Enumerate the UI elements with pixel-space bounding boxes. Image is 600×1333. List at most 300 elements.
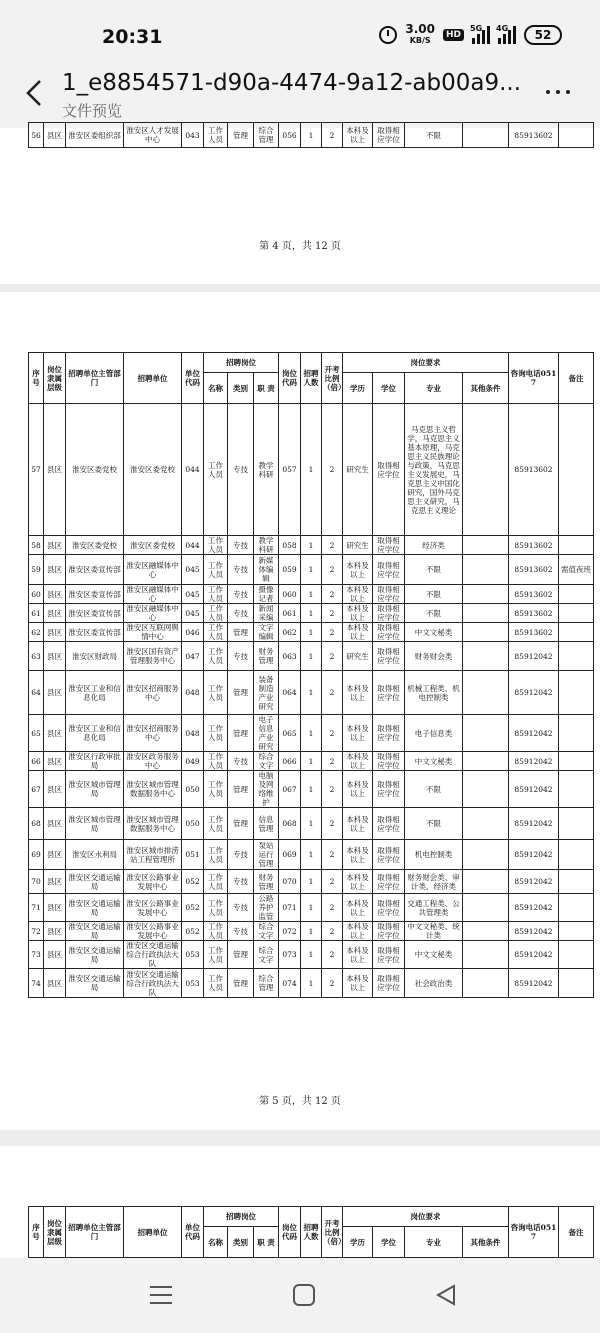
cell-note bbox=[559, 715, 594, 752]
cell-pcode: 073 bbox=[279, 941, 301, 969]
cell-unit: 淮安区委党校 bbox=[124, 536, 182, 555]
cell-ucode: 050 bbox=[182, 808, 204, 840]
cell-phone: 85912042 bbox=[509, 922, 559, 941]
cell-major: 不限 bbox=[405, 771, 463, 808]
cell-ucode: 045 bbox=[182, 604, 204, 623]
cell-duty: 综合管理 bbox=[254, 969, 279, 998]
cell-ratio: 2 bbox=[322, 536, 343, 555]
table-row bbox=[29, 604, 594, 623]
cell-duty: 装备制造产业研究 bbox=[254, 671, 279, 715]
cell-degree: 取得相应学位 bbox=[373, 715, 405, 752]
cell-dept: 淮安区委宣传部 bbox=[66, 585, 124, 604]
cell-ratio: 2 bbox=[322, 671, 343, 715]
cell-edu: 本科及以上 bbox=[343, 752, 373, 771]
cell-no: 71 bbox=[29, 894, 44, 922]
cell-name: 工作人员 bbox=[204, 642, 228, 671]
cell-type: 管理 bbox=[228, 969, 254, 998]
cell-major: 经济类 bbox=[405, 536, 463, 555]
table-row bbox=[29, 536, 594, 555]
cell-dept: 淮安区工业和信息化局 bbox=[66, 715, 124, 752]
cell-degree: 取得相应学位 bbox=[373, 808, 405, 840]
table-row bbox=[29, 752, 594, 771]
cell-unit: 淮安区交通运输综合行政执法大队 bbox=[124, 941, 182, 969]
cell-phone: 85912042 bbox=[509, 969, 559, 998]
cell-dept: 淮安区委党校 bbox=[66, 404, 124, 536]
col-header-phone: 咨询电话0517 bbox=[509, 353, 559, 404]
cell-major: 交通工程类、公共管理类 bbox=[405, 894, 463, 922]
table-row bbox=[29, 808, 594, 840]
cell-major: 中文文秘类、统计类 bbox=[405, 922, 463, 941]
cell-other bbox=[463, 671, 509, 715]
cell-level: 县区 bbox=[44, 969, 66, 998]
table-row bbox=[29, 585, 594, 604]
cell-duty: 财务管理 bbox=[254, 870, 279, 894]
cell-major: 社会政治类 bbox=[405, 969, 463, 998]
cell-num: 1 bbox=[301, 536, 322, 555]
cell-degree: 取得相应学位 bbox=[373, 922, 405, 941]
cell-dept: 淮安区水利局 bbox=[66, 840, 124, 870]
cell-degree: 取得相应学位 bbox=[373, 894, 405, 922]
cell-num: 1 bbox=[301, 808, 322, 840]
cell-ucode: 044 bbox=[182, 404, 204, 536]
cell-duty: 教学科研 bbox=[254, 404, 279, 536]
cell-name: 工作人员 bbox=[204, 771, 228, 808]
cell-phone: 85913602 bbox=[509, 585, 559, 604]
cell-name: 工作人员 bbox=[204, 870, 228, 894]
cell-other bbox=[463, 771, 509, 808]
clock: 20:31 bbox=[102, 26, 163, 48]
cell-phone: 85912042 bbox=[509, 941, 559, 969]
cell-name: 工作人员 bbox=[204, 604, 228, 623]
cell-other bbox=[463, 604, 509, 623]
cell-dept: 淮安区委宣传部 bbox=[66, 623, 124, 642]
cell-other bbox=[463, 808, 509, 840]
cell-ucode: 052 bbox=[182, 870, 204, 894]
cell-edu: 本科及以上 bbox=[343, 555, 373, 585]
cell-pcode: 058 bbox=[279, 536, 301, 555]
col-header-other: 其他条件 bbox=[463, 373, 509, 404]
page-footer: 第 5 页，共 12 页 bbox=[259, 1096, 341, 1107]
cell-ratio: 2 bbox=[322, 922, 343, 941]
page-footer: 第 4 页，共 12 页 bbox=[259, 241, 341, 252]
cell-level: 县区 bbox=[44, 752, 66, 771]
cell-duty: 财务管理 bbox=[254, 642, 279, 671]
cell-pcode: 057 bbox=[279, 404, 301, 536]
cell-name: 工作人员 bbox=[204, 941, 228, 969]
cell-phone: 85913602 bbox=[509, 604, 559, 623]
document-page-6 bbox=[0, 1146, 600, 1258]
cell-no: 58 bbox=[29, 536, 44, 555]
cell-note bbox=[559, 840, 594, 870]
hd-icon: HD bbox=[443, 29, 464, 41]
cell-no: 74 bbox=[29, 969, 44, 998]
col-header-dept: 招聘单位主管部门 bbox=[66, 353, 124, 404]
cell-dept: 淮安区交通运输局 bbox=[66, 870, 124, 894]
cell-no: 59 bbox=[29, 555, 44, 585]
document-page-4 bbox=[0, 128, 600, 284]
cell-level: 县区 bbox=[44, 404, 66, 536]
cell-num: 1 bbox=[301, 941, 322, 969]
cell-major: 财务财会类 bbox=[405, 642, 463, 671]
cell-pcode: 072 bbox=[279, 922, 301, 941]
cell-name: 工作人员 bbox=[204, 623, 228, 642]
cell-degree: 取得相应学位 bbox=[373, 771, 405, 808]
cell-dept: 淮安区行政审批局 bbox=[66, 752, 124, 771]
title-bar bbox=[0, 66, 600, 128]
cell-edu: 本科及以上 bbox=[343, 623, 373, 642]
cell-name: 工作人员 bbox=[204, 671, 228, 715]
cell-unit: 淮安区招商服务中心 bbox=[124, 671, 182, 715]
table-row bbox=[29, 671, 594, 715]
cell-note bbox=[559, 585, 594, 604]
cell-ratio: 2 bbox=[322, 941, 343, 969]
cell-other bbox=[463, 752, 509, 771]
cell-unit: 淮安区政务服务中心 bbox=[124, 752, 182, 771]
cell-duty: 电子信息产业研究 bbox=[254, 715, 279, 752]
cell-no: 61 bbox=[29, 604, 44, 623]
cell-duty: 新媒体编辑 bbox=[254, 555, 279, 585]
cell-dept: 淮安区委宣传部 bbox=[66, 555, 124, 585]
nav-back-icon[interactable] bbox=[436, 1284, 456, 1306]
cell-other bbox=[463, 894, 509, 922]
cell-ratio: 2 bbox=[322, 870, 343, 894]
cell-level: 县区 bbox=[44, 870, 66, 894]
cell-num: 1 bbox=[301, 752, 322, 771]
cell-edu: 本科及以上 bbox=[343, 969, 373, 998]
cell-note bbox=[559, 894, 594, 922]
job-table-page-6: 序号 岗位隶属层级 招聘单位主管部门 招聘单位 单位代码 招聘岗位 岗位代码 招聘人数 开考比例（倍） 岗位要求 咨询电话0517 备注 名称 类别 职 责 学历 学位 专业 其他条件 bbox=[28, 1206, 594, 1258]
cell-duty: 公路养护监管 bbox=[254, 894, 279, 922]
cell-note bbox=[559, 671, 594, 715]
cell-duty: 摄像记者 bbox=[254, 585, 279, 604]
cell-phone: 85912042 bbox=[509, 642, 559, 671]
col-header-level: 岗位隶属层级 bbox=[44, 353, 66, 404]
cell-degree: 取得相应学位 bbox=[373, 604, 405, 623]
table-row bbox=[29, 771, 594, 808]
cell-no: 60 bbox=[29, 585, 44, 604]
cell-pcode: 070 bbox=[279, 870, 301, 894]
cell-degree: 取得相应学位 bbox=[373, 840, 405, 870]
cell-phone: 85913602 bbox=[509, 555, 559, 585]
cell-unit: 淮安区公路事业发展中心 bbox=[124, 922, 182, 941]
cell-level: 县区 bbox=[44, 715, 66, 752]
table-row bbox=[29, 969, 594, 998]
cell-other bbox=[463, 870, 509, 894]
cell-note bbox=[559, 604, 594, 623]
cell-edu: 本科及以上 bbox=[343, 585, 373, 604]
cell-ucode: 045 bbox=[182, 555, 204, 585]
cell-no: 66 bbox=[29, 752, 44, 771]
cell-pcode: 074 bbox=[279, 969, 301, 998]
cell-type: 管理 bbox=[228, 941, 254, 969]
col-header-req: 岗位要求 bbox=[343, 353, 509, 373]
cell-phone: 85912042 bbox=[509, 752, 559, 771]
cell-type: 专技 bbox=[228, 642, 254, 671]
cell-phone: 85912042 bbox=[509, 715, 559, 752]
job-table-page-4 bbox=[28, 122, 594, 148]
cell-degree: 取得相应学位 bbox=[373, 969, 405, 998]
col-header-pcode: 岗位代码 bbox=[279, 353, 301, 404]
cell-unit: 淮安区委党校 bbox=[124, 404, 182, 536]
cell-name: 工作人员 bbox=[204, 840, 228, 870]
col-header-no: 序号 bbox=[29, 353, 44, 404]
cell-ucode: 052 bbox=[182, 894, 204, 922]
cell-note bbox=[559, 870, 594, 894]
cell-ratio: 2 bbox=[322, 555, 343, 585]
cell-num: 1 bbox=[301, 840, 322, 870]
cell-type: 专技 bbox=[228, 870, 254, 894]
cell-note: 需值夜班 bbox=[559, 555, 594, 585]
cell-no: 72 bbox=[29, 922, 44, 941]
cell-type: 管理 bbox=[228, 671, 254, 715]
cell-note bbox=[559, 642, 594, 671]
cell-name: 工作人员 bbox=[204, 536, 228, 555]
cell-degree: 取得相应学位 bbox=[373, 642, 405, 671]
cell-degree: 取得相应学位 bbox=[373, 623, 405, 642]
cell-level: 县区 bbox=[44, 922, 66, 941]
cell-phone: 85912042 bbox=[509, 870, 559, 894]
cell-note bbox=[559, 922, 594, 941]
cell-dept: 淮安区交通运输局 bbox=[66, 894, 124, 922]
cell-level: 县区 bbox=[44, 941, 66, 969]
cell-dept: 淮安区交通运输局 bbox=[66, 941, 124, 969]
cell-dept: 淮安区城市管理局 bbox=[66, 808, 124, 840]
cell-major: 中文文秘类 bbox=[405, 941, 463, 969]
cell-pcode: 059 bbox=[279, 555, 301, 585]
more-options-icon[interactable] bbox=[546, 90, 570, 94]
cell-other bbox=[463, 840, 509, 870]
cell-duty: 新闻采编 bbox=[254, 604, 279, 623]
cell-edu: 研究生 bbox=[343, 536, 373, 555]
cell-type: 专技 bbox=[228, 536, 254, 555]
table-row bbox=[29, 941, 594, 969]
cell-num: 1 bbox=[301, 894, 322, 922]
cell-edu: 本科及以上 bbox=[343, 941, 373, 969]
table-row bbox=[29, 715, 594, 752]
cell-ucode: 053 bbox=[182, 941, 204, 969]
cell-type: 专技 bbox=[228, 894, 254, 922]
cell-other bbox=[463, 922, 509, 941]
cell-ratio: 2 bbox=[322, 585, 343, 604]
cell-type: 专技 bbox=[228, 604, 254, 623]
cell-dept: 淮安区委党校 bbox=[66, 536, 124, 555]
cell-type: 专技 bbox=[228, 585, 254, 604]
cell-unit: 淮安区公路事业发展中心 bbox=[124, 894, 182, 922]
cell-no: 57 bbox=[29, 404, 44, 536]
cell-dept: 淮安区工业和信息化局 bbox=[66, 671, 124, 715]
cell-degree: 取得相应学位 bbox=[373, 585, 405, 604]
cell-unit: 淮安区城市管理数据服务中心 bbox=[124, 808, 182, 840]
cell-dept: 淮安区交通运输局 bbox=[66, 969, 124, 998]
cell-duty: 电脑及网络维护 bbox=[254, 771, 279, 808]
cell-name: 工作人员 bbox=[204, 894, 228, 922]
cell-num: 1 bbox=[301, 922, 322, 941]
cell-name: 工作人员 bbox=[204, 585, 228, 604]
cell-no: 63 bbox=[29, 642, 44, 671]
cell-note bbox=[559, 536, 594, 555]
cell-num: 1 bbox=[301, 555, 322, 585]
cell-ratio: 2 bbox=[322, 969, 343, 998]
cell-ucode: 051 bbox=[182, 840, 204, 870]
col-header-degree: 学位 bbox=[373, 373, 405, 404]
cell-edu: 本科及以上 bbox=[343, 922, 373, 941]
cell-unit: 淮安区城市排涝站工程管理所 bbox=[124, 840, 182, 870]
table-row bbox=[29, 404, 594, 536]
cell-unit: 淮安区融媒体中心 bbox=[124, 604, 182, 623]
cell-note bbox=[559, 969, 594, 998]
cell-name: 工作人员 bbox=[204, 922, 228, 941]
table-row bbox=[29, 555, 594, 585]
cell-unit: 淮安区招商服务中心 bbox=[124, 715, 182, 752]
col-header-note: 备注 bbox=[559, 353, 594, 404]
cell-note bbox=[559, 771, 594, 808]
back-arrow-icon[interactable] bbox=[24, 79, 44, 107]
cell-no: 73 bbox=[29, 941, 44, 969]
table-row bbox=[29, 922, 594, 941]
cell-major: 不限 bbox=[405, 555, 463, 585]
signal-5g-icon: 5G bbox=[472, 26, 490, 44]
cell-duty: 综合文字 bbox=[254, 922, 279, 941]
cell-unit: 淮安区国有资产管理服务中心 bbox=[124, 642, 182, 671]
cell-type: 管理 bbox=[228, 771, 254, 808]
cell-no: 70 bbox=[29, 870, 44, 894]
table-row bbox=[29, 642, 594, 671]
cell-num: 1 bbox=[301, 642, 322, 671]
cell-type: 专技 bbox=[228, 840, 254, 870]
cell-num: 1 bbox=[301, 771, 322, 808]
cell-note bbox=[559, 623, 594, 642]
cell-major: 不限 bbox=[405, 808, 463, 840]
cell-num: 1 bbox=[301, 671, 322, 715]
cell-name: 工作人员 bbox=[204, 715, 228, 752]
cell-pcode: 066 bbox=[279, 752, 301, 771]
col-header-duty: 职 责 bbox=[254, 373, 279, 404]
col-header-type: 类别 bbox=[228, 373, 254, 404]
table-row: 56 县区 淮安区委组织部 淮安区人才发展中心 043 工作人员 管理 综合管理 056 1 2 本科及以上 取得相应学位 不限 85913602 bbox=[29, 123, 594, 148]
cell-note bbox=[559, 808, 594, 840]
col-header-ucode: 单位代码 bbox=[182, 353, 204, 404]
navigation-bar bbox=[0, 1258, 600, 1333]
signal-4g-icon: 4G bbox=[498, 26, 516, 44]
cell-duty: 教学科研 bbox=[254, 536, 279, 555]
document-page-5 bbox=[0, 292, 600, 1130]
cell-ucode: 046 bbox=[182, 623, 204, 642]
cell-other bbox=[463, 536, 509, 555]
cell-type: 专技 bbox=[228, 555, 254, 585]
cell-ucode: 049 bbox=[182, 752, 204, 771]
cell-level: 县区 bbox=[44, 894, 66, 922]
cell-num: 1 bbox=[301, 715, 322, 752]
table-row bbox=[29, 840, 594, 870]
cell-edu: 本科及以上 bbox=[343, 870, 373, 894]
cell-phone: 85912042 bbox=[509, 894, 559, 922]
home-icon[interactable] bbox=[293, 1284, 315, 1306]
cell-ucode: 050 bbox=[182, 771, 204, 808]
cell-other bbox=[463, 585, 509, 604]
table-row bbox=[29, 623, 594, 642]
file-preview-label: 文件预览 bbox=[62, 102, 123, 120]
cell-edu: 本科及以上 bbox=[343, 715, 373, 752]
cell-ucode: 044 bbox=[182, 536, 204, 555]
cell-name: 工作人员 bbox=[204, 555, 228, 585]
cell-ratio: 2 bbox=[322, 623, 343, 642]
recent-apps-icon[interactable] bbox=[150, 1286, 172, 1304]
cell-major: 不限 bbox=[405, 585, 463, 604]
cell-level: 县区 bbox=[44, 840, 66, 870]
cell-degree: 取得相应学位 bbox=[373, 555, 405, 585]
cell-dept: 淮安区交通运输局 bbox=[66, 922, 124, 941]
alarm-icon bbox=[379, 26, 397, 44]
cell-num: 1 bbox=[301, 404, 322, 536]
cell-pcode: 068 bbox=[279, 808, 301, 840]
cell-unit: 淮安区互联网舆情中心 bbox=[124, 623, 182, 642]
cell-level: 县区 bbox=[44, 771, 66, 808]
cell-level: 县区 bbox=[44, 555, 66, 585]
col-header-num: 招聘人数 bbox=[301, 353, 322, 404]
cell-no: 69 bbox=[29, 840, 44, 870]
cell-ratio: 2 bbox=[322, 404, 343, 536]
battery-icon: 52 bbox=[524, 25, 562, 45]
cell-note bbox=[559, 752, 594, 771]
status-bar bbox=[0, 0, 600, 66]
cell-phone: 85913602 bbox=[509, 536, 559, 555]
cell-unit: 淮安区融媒体中心 bbox=[124, 585, 182, 604]
cell-num: 1 bbox=[301, 585, 322, 604]
cell-level: 县区 bbox=[44, 536, 66, 555]
cell-other bbox=[463, 715, 509, 752]
cell-num: 1 bbox=[301, 870, 322, 894]
cell-pcode: 067 bbox=[279, 771, 301, 808]
cell-no: 64 bbox=[29, 671, 44, 715]
cell-name: 工作人员 bbox=[204, 969, 228, 998]
cell-edu: 本科及以上 bbox=[343, 894, 373, 922]
cell-degree: 取得相应学位 bbox=[373, 671, 405, 715]
cell-phone: 85913602 bbox=[509, 404, 559, 536]
cell-level: 县区 bbox=[44, 623, 66, 642]
cell-other bbox=[463, 941, 509, 969]
cell-ratio: 2 bbox=[322, 642, 343, 671]
job-table-page-5 bbox=[28, 352, 594, 998]
cell-no: 62 bbox=[29, 623, 44, 642]
cell-note bbox=[559, 941, 594, 969]
cell-type: 管理 bbox=[228, 623, 254, 642]
cell-pcode: 060 bbox=[279, 585, 301, 604]
cell-type: 专技 bbox=[228, 404, 254, 536]
cell-degree: 取得相应学位 bbox=[373, 941, 405, 969]
cell-degree: 取得相应学位 bbox=[373, 404, 405, 536]
cell-pcode: 062 bbox=[279, 623, 301, 642]
cell-phone: 85912042 bbox=[509, 840, 559, 870]
cell-edu: 研究生 bbox=[343, 642, 373, 671]
cell-phone: 85912042 bbox=[509, 671, 559, 715]
cell-unit: 淮安区融媒体中心 bbox=[124, 555, 182, 585]
cell-type: 专技 bbox=[228, 922, 254, 941]
cell-ratio: 2 bbox=[322, 894, 343, 922]
cell-unit: 淮安区城市管理数据服务中心 bbox=[124, 771, 182, 808]
cell-duty: 泵站运行管理 bbox=[254, 840, 279, 870]
cell-ucode: 052 bbox=[182, 922, 204, 941]
cell-name: 工作人员 bbox=[204, 752, 228, 771]
cell-phone: 85912042 bbox=[509, 771, 559, 808]
col-header-unit: 招聘单位 bbox=[124, 353, 182, 404]
cell-edu: 本科及以上 bbox=[343, 840, 373, 870]
cell-pcode: 069 bbox=[279, 840, 301, 870]
col-header-edu: 学历 bbox=[343, 373, 373, 404]
cell-type: 管理 bbox=[228, 808, 254, 840]
col-header-post: 招聘岗位 bbox=[204, 353, 279, 373]
cell-major: 机械工程类、机电控制类 bbox=[405, 671, 463, 715]
cell-pcode: 061 bbox=[279, 604, 301, 623]
